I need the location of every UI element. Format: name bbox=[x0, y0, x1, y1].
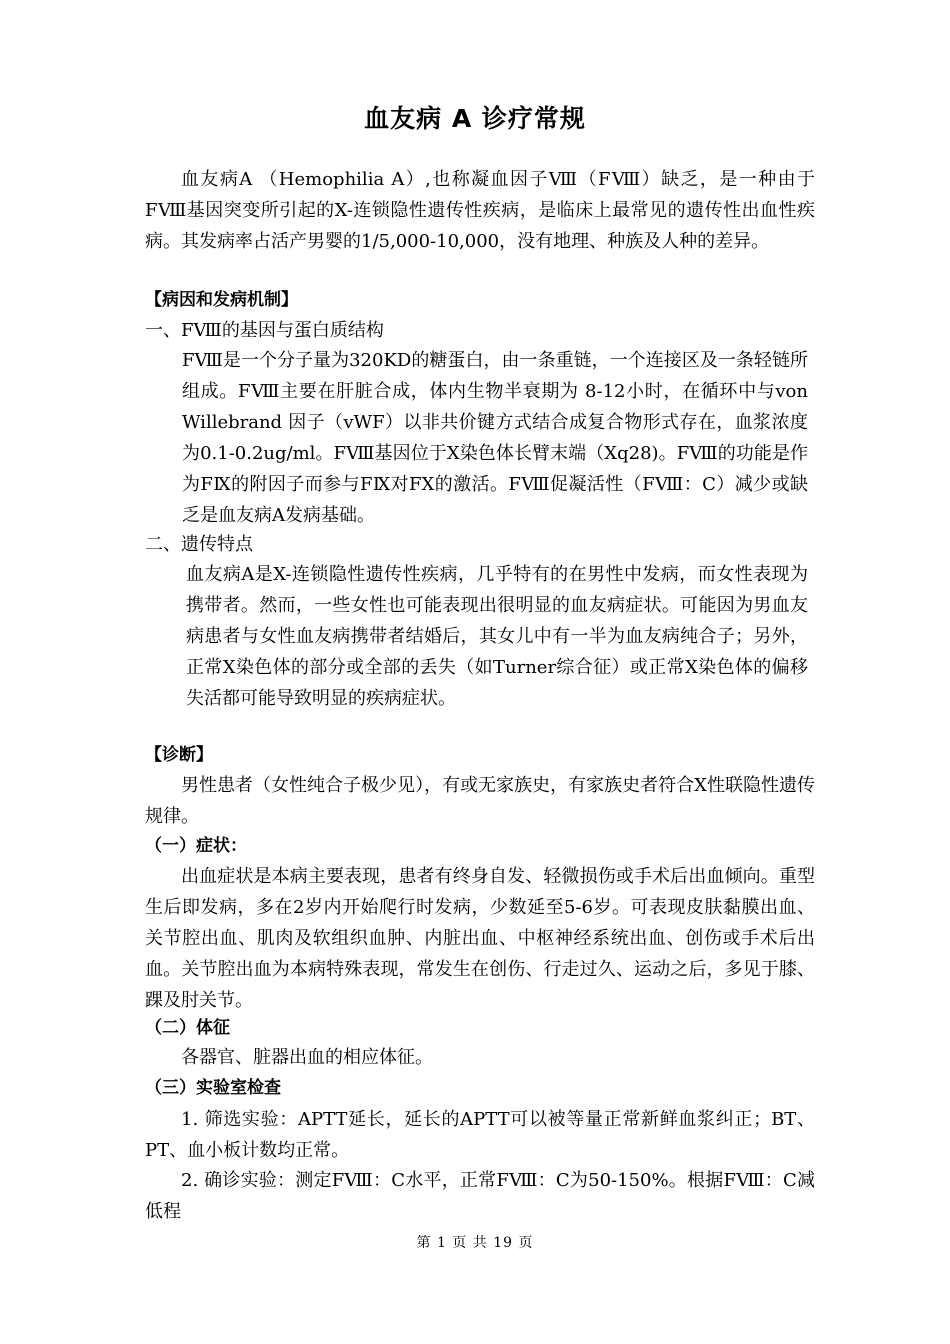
gene-structure-title: 一、FⅧ的基因与蛋白质结构 bbox=[145, 320, 384, 341]
symptoms-text: 出血症状是本病主要表现，患者有终身自发、轻微损伤或手术后出血倾向。重型生后即发病，多在2岁内开始爬行时发病，少数延至5-6岁。可表现皮肤黏膜出血、关节腔出血、肌肉及软组织血肿、内脏出血、中枢神经系统出血、创伤或手术后出血。关节腔出血为本病特殊表现，常发生在创伤、行走过久、运动之后，多见于膝、踝及肘关节。 bbox=[145, 866, 815, 1011]
lab-heading: （三）实验室检查 bbox=[145, 1078, 281, 1098]
lab-screening-text: 1. 筛选实验：APTT延长，延长的APTT可以被等量正常新鲜血浆纠正；BT、PT、血小板计数均正常。 bbox=[145, 1109, 815, 1161]
signs-heading: （二）体征 bbox=[145, 1018, 230, 1038]
page-footer: 第 1 页 共 19 页 bbox=[416, 1235, 534, 1251]
diagnosis-heading: 【诊断】 bbox=[145, 745, 213, 765]
inheritance-title: 二、遗传特点 bbox=[145, 534, 253, 555]
diagnosis-intro: 男性患者（女性纯合子极少见），有或无家族史，有家族史者符合X性联隐性遗传规律。 bbox=[145, 775, 815, 827]
intro-paragraph: 血友病A （Hemophilia A）,也称凝血因子Ⅷ（FⅧ）缺乏，是一种由于FⅧ基因突变所引起的X-连锁隐性遗传性疾病，是临床上最常见的遗传性出血性疾病。其发病率占活产男婴的1/5,000-10,000，没有地理、种族及人种的差异。 bbox=[145, 169, 815, 252]
signs-text: 各器官、脏器出血的相应体征。 bbox=[181, 1047, 433, 1068]
lab-confirm-text: 2. 确诊实验：测定FⅧ：C水平，正常FⅧ：C为50-150%。根据FⅧ：C减低程 bbox=[145, 1170, 815, 1222]
gene-structure-text: FⅧ是一个分子量为320KD的糖蛋白，由一条重链，一个连接区及一条轻链所组成。FⅧ主要在肝脏合成，体内生物半衰期为 8-12小时，在循环中与von Willebrand 因子（vWF）以非共价键方式结合成复合物形式存在，血浆浓度为0.1-0.2ug/ml。FⅧ基因位于X染色体长臂末端（Xq28)。FⅧ的功能是作为FⅨ的附因子而参与FⅨ对FX的激活。FⅧ促凝活性（FⅧ：C）减少或缺乏是血友病A发病基础。 bbox=[182, 350, 808, 526]
document-title: 血友病 A 诊疗常规 bbox=[364, 104, 586, 133]
inheritance-text: 血友病A是X-连锁隐性遗传性疾病，几乎特有的在男性中发病，而女性表现为携带者。然而，一些女性也可能表现出很明显的血友病症状。可能因为男血友病患者与女性血友病携带者结婚后，其女儿中有一半为血友病纯合子；另外，正常X染色体的部分或全部的丢失（如Turner综合征）或正常X染色体的偏移失活都可能导致明显的疾病症状。 bbox=[186, 564, 808, 709]
etiology-heading: 【病因和发病机制】 bbox=[145, 290, 298, 310]
symptoms-heading: （一）症状： bbox=[145, 836, 247, 856]
